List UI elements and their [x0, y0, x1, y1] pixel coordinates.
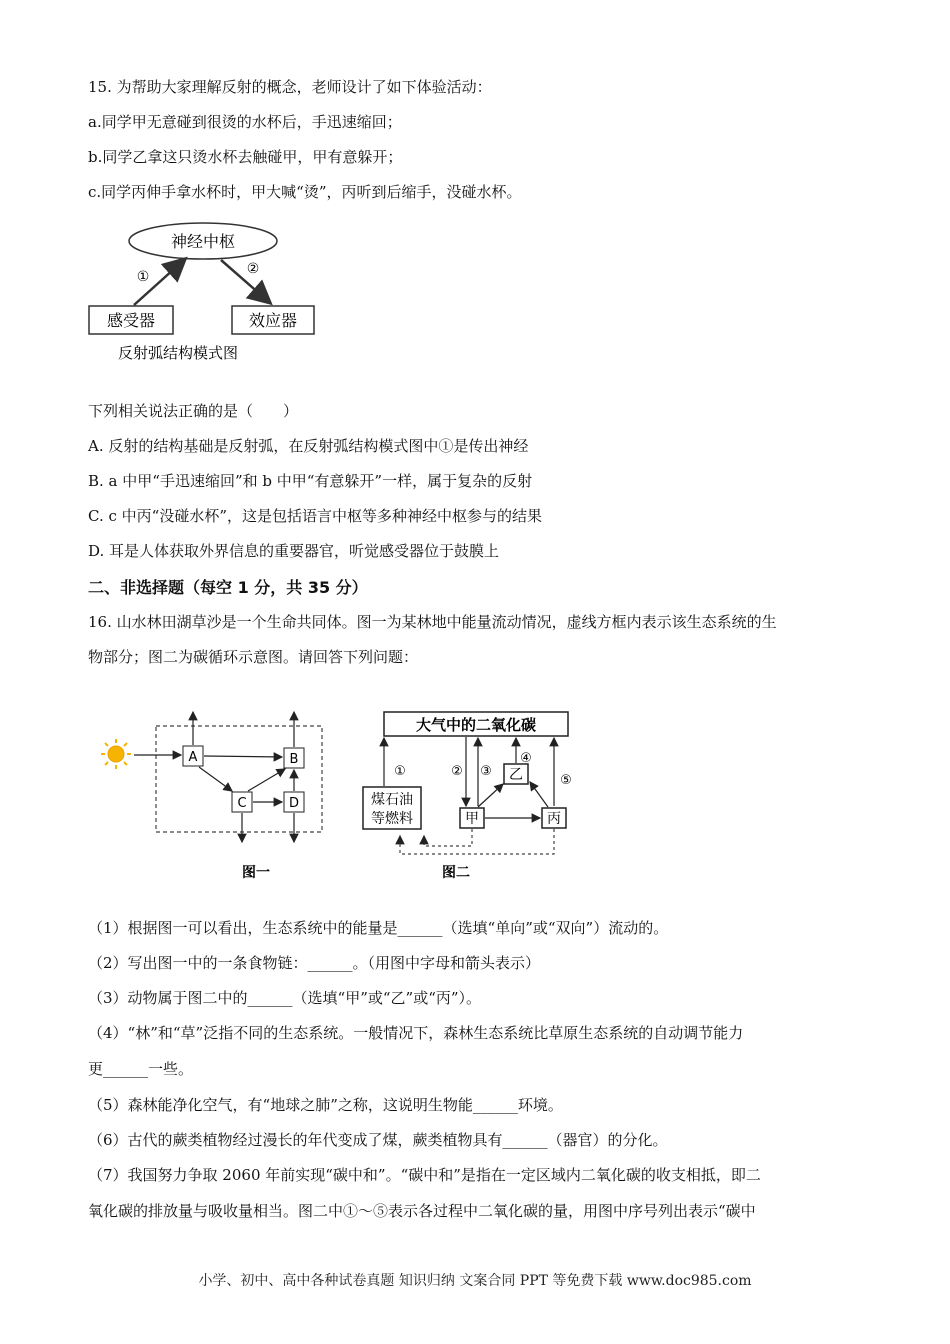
- q16-stem-line1: 16. 山水林田湖草沙是一个生命共同体。图一为某林地中能量流动情况，虚线方框内表示该生态系统的生: [88, 613, 777, 631]
- node-yi-label: 乙: [509, 767, 523, 783]
- node-jia-label: 甲: [465, 811, 479, 827]
- node-bing-label: 丙: [547, 811, 561, 827]
- q15-activity-c: c.同学丙伸手拿水杯时，甲大喊“烫”，丙听到后缩手，没碰水杯。: [88, 183, 522, 201]
- reflex-arc-caption: 反射弧结构模式图: [117, 344, 239, 362]
- q16-sub2: （2）写出图一中的一条食物链：______。（用图中字母和箭头表示）: [88, 954, 541, 972]
- footer-watermark: 小学、初中、高中各种试卷真题 知识归纳 文案合同 PPT 等免费下载 www.doc985.com: [198, 1273, 752, 1289]
- q16-sub1: （1）根据图一可以看出，生态系统中的能量是______（选填“单向”或“双向”）流动的。: [88, 919, 669, 937]
- q15-stem: 15. 为帮助大家理解反射的概念，老师设计了如下体验活动：: [88, 78, 492, 96]
- co2-label-2: ②: [451, 764, 463, 779]
- q16-sub4-line1: （4）“林”和“草”泛指不同的生态系统。一般情况下，森林生态系统比草原生态系统的自动调节能力: [88, 1024, 744, 1042]
- carbon-cycle-diagram: [356, 704, 586, 884]
- fossil-fuel-label-1: 煤石油: [371, 792, 413, 808]
- co2-label-1: ①: [394, 764, 406, 779]
- node-a-label: A: [188, 750, 198, 765]
- q16-stem-line2: 物部分；图二为碳循环示意图。请回答下列问题：: [88, 648, 419, 666]
- biotic-frame: [156, 726, 322, 832]
- section-title: 二、非选择题（每空 1 分，共 35 分）: [88, 578, 368, 597]
- sun-icon: [101, 739, 131, 769]
- receptor-label: 感受器: [106, 311, 156, 330]
- label-1: ①: [136, 269, 150, 285]
- q16-sub7-line1: （7）我国努力争取 2060 年前实现“碳中和”。“碳中和”是指在一定区域内二氧化碳的收支相抵，即二: [88, 1166, 761, 1184]
- q15-question: 下列相关说法正确的是（ ）: [88, 402, 299, 420]
- fig2-caption: 图二: [442, 865, 470, 881]
- q16-sub7-line2: 氧化碳的排放量与吸收量相当。图二中①～⑤表示各过程中二氧化碳的量，用图中序号列出表示“碳中: [88, 1202, 756, 1220]
- node-d-label: D: [288, 796, 300, 811]
- q15-option-a: A. 反射的结构基础是反射弧，在反射弧结构模式图中①是传出神经: [88, 437, 529, 455]
- label-2: ②: [246, 261, 260, 277]
- co2-label-4: ④: [520, 751, 532, 766]
- q16-sub3: （3）动物属于图二中的______（选填“甲”或“乙”或“丙”）。: [88, 989, 482, 1007]
- q15-option-d: D. 耳是人体获取外界信息的重要器官，听觉感受器位于鼓膜上: [88, 542, 500, 560]
- nerve-center-label: 神经中枢: [170, 232, 236, 251]
- atmosphere-co2-label: 大气中的二氧化碳: [415, 716, 537, 734]
- effector-label: 效应器: [248, 311, 298, 330]
- q15-activity-b: b.同学乙拿这只烫水杯去触碰甲，甲有意躲开；: [88, 148, 403, 166]
- co2-label-5: ⑤: [560, 773, 572, 788]
- q16-sub4-line2: 更______一些。: [88, 1060, 194, 1078]
- node-b-label: B: [289, 752, 299, 767]
- node-c-label: C: [237, 796, 247, 811]
- fossil-fuel-label-2: 等燃料: [371, 811, 413, 827]
- reflex-arc-diagram: [86, 218, 326, 368]
- q15-option-c: C. c 中丙“没碰水杯”，这是包括语言中枢等多种神经中枢参与的结果: [88, 507, 542, 525]
- q15-activity-a: a.同学甲无意碰到很烫的水杯后，手迅速缩回；: [88, 113, 402, 131]
- q15-option-b: B. a 中甲“手迅速缩回”和 b 中甲“有意躲开”一样，属于复杂的反射: [88, 472, 533, 490]
- co2-label-3: ③: [480, 764, 492, 779]
- arrow-efferent: [221, 260, 269, 302]
- q16-sub6: （6）古代的蕨类植物经过漫长的年代变成了煤，蕨类植物具有______（器官）的分化。: [88, 1131, 668, 1149]
- fig1-caption: 图一: [242, 865, 270, 881]
- energy-flow-diagram: [96, 702, 336, 884]
- q16-sub5: （5）森林能净化空气，有“地球之肺”之称，这说明生物能______环境。: [88, 1096, 563, 1114]
